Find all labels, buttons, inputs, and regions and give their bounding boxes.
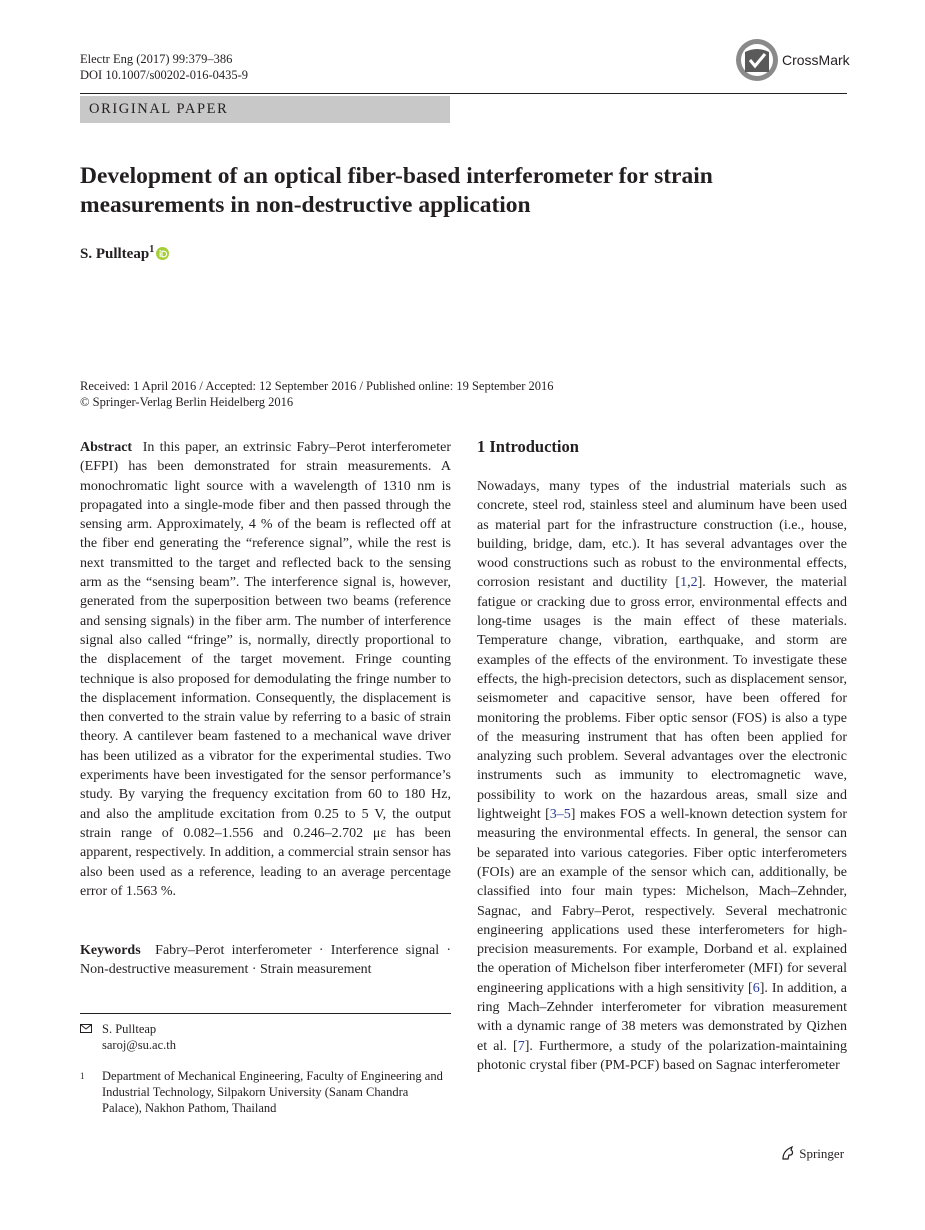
contact-email[interactable]: saroj@su.ac.th xyxy=(102,1038,176,1052)
publisher-logo xyxy=(780,1145,844,1162)
keywords xyxy=(80,941,451,980)
footnote-rule xyxy=(80,1013,451,1014)
title-line-2: measurements in non-destructive application xyxy=(80,192,531,218)
corresponding-author xyxy=(80,1021,176,1053)
publication-dates xyxy=(80,378,554,410)
intro-text-3: ] makes FOS a well-known detection system for measuring the environmental effects. In general, the sensor can be separated into various categories. Fiber optic interferometers (FOIs) are an example of the sensor which can, additionally, be classified into four main types: Michelson, Mach–Zehnder, Sagnac, and Fabry–Perot, respectively. Several mechatronic engineering applications used these interferometers for high-precision measurements. For example, Dorband et al. explained the operation of Michelson fiber interferometer (MFI) for several engineering applications with a high sensitivity [ xyxy=(477,807,847,996)
section-heading-introduction: 1 Introduction xyxy=(477,437,579,456)
orcid-icon[interactable] xyxy=(156,247,169,265)
publisher-name: Springer xyxy=(799,1146,845,1161)
introduction-body: Nowadays, many types of the industrial materials such as concrete, steel rod, stainless steel and aluminum have been used as material part for the infrastructure construction (i.e., house, building, bridge, dam, etc.). It has several advantages over the wood constructions such as robust to the environmental effects, corrosion resistant and ductility [1,2]. However, the material fatigue or cracking due to gross error, environmental effects and long-time usages is the main effect of these materials. Temperature change, vibration, earthquake, and storm are examples of the effects of the environment. To investigate these effects, the high-precision detectors, such as displacement sensor, seismometer and capacitive sensor, have been offered for monitoring the problems. Fiber optic sensor (FOS) is also a type of the measuring instrument that has often been applied for analyzing such problem. Several advantages over the electronic instruments such as immunity to electromagnetic wave, possibility to work on the hazardous areas, small size and lightweight [3–5] makes FOS a well-known detection system for measuring the environmental effects. In general, the sensor can be separated into various categories. Fiber optic interferometers (FOIs) are an example of the sensor which can, additionally, be classified into four main types: Michelson, Mach–Zehnder, Sagnac, and Fabry–Perot, respectively. Several mechatronic engineering applications used these interferometers for high-precision measurements. For example, Dorband et al. explained the operation of Michelson fiber interferometer (MFI) for several engineering applications with a high sensitivity [6]. In addition, a ring Mach–Zehnder interferometer for vibration measurement with a dynamic range of 38 meters was demonstrated by Qizhen et al. [7]. Furthermore, a study of the polarization-maintaining photonic crystal fiber (PM-PCF) based on Sagnac interferometer xyxy=(477,479,847,1073)
keywords-label: Keywords xyxy=(80,943,141,958)
paper-type-banner: ORIGINAL PAPER xyxy=(80,96,450,123)
citation-link[interactable]: 2 xyxy=(690,575,698,591)
intro-text-1: Nowadays, many types of the industrial materials such as concrete, steel rod, stainless steel and aluminum have been used as material part for the infrastructure construction (i.e., house, building, bridge, dam, etc.). It has several advantages over the wood constructions such as robust to the environmental effects, corrosion resistant and ductility [ xyxy=(477,479,847,591)
affiliation-text: Department of Mechanical Engineering, Faculty of Engineering and Industrial Technology, Silpakorn University (Sanam Chandra Palace), Nakhon Pathom, Thailand xyxy=(102,1069,443,1115)
affiliation-number: 1 xyxy=(80,1071,85,1081)
journal-citation: Electr Eng (2017) 99:379–386 xyxy=(80,52,233,66)
author-name[interactable]: S. Pullteap xyxy=(80,246,150,262)
springer-horse-icon xyxy=(780,1145,796,1161)
abstract-text: In this paper, an extrinsic Fabry–Perot interferometer (EFPI) has been demonstrated for strain measurements. A monochromatic light source with a wavelength of 1310 nm is propagated into a single-mode fiber and then passed through the sensing arm. Approximately, 4 % of the beam is reflected off at the fiber end generating the “reference signal”, while the rest is next transmitted to the target and reflected back to the sensing arm as the “sensing beam”. The interference signal is, however, generated from the superposition between two beams (reference and sensing signals) in the fiber arm. The number of interference signal also called “fringe” is, normally, directly proportional to the displacement of the target movement. Fringe counting technique is also proposed for demodulating the fringe number to the displacement information. Consequently, the displacement is then converted to the strain value by referring to a basic of strain theory. A cantilever beam fastened to a mechanical wave driver has been utilized as a vibrator for the experimental studies. Two experiments have been investigated for the sensor performance’s study. By varying the frequency excitation from 60 to 180 Hz, and also the amplitude excitation from 0.25 to 5 V, the output strain range of 0.082–1.556 and 0.246–2.702 με has been apparent, respectively. In addition, a commercial strain sensor has also been used as a reference, leading to an average percentage error of 1.563 %. xyxy=(80,440,452,899)
article-title xyxy=(80,162,847,220)
contact-name: S. Pullteap xyxy=(102,1022,157,1036)
affiliation xyxy=(80,1068,451,1116)
envelope-icon xyxy=(80,1021,102,1037)
header-rule xyxy=(80,93,847,94)
abstract xyxy=(80,438,451,901)
citation-link[interactable]: 7 xyxy=(517,1038,525,1054)
dates-line: Received: 1 April 2016 / Accepted: 12 September 2016 / Published online: 19 September 2016 xyxy=(80,379,554,393)
author-affiliation-mark: 1 xyxy=(149,244,155,255)
crossmark-badge[interactable] xyxy=(735,38,850,82)
abstract-label: Abstract xyxy=(80,440,133,455)
intro-text-2: ]. However, the material fatigue or cracking due to gross error, environmental effects and long-time usages is the main effect of these materials. Temperature change, vibration, earthquake, and storm are examples of the effects of the environment. To investigate these effects, the high-precision detectors, such as displacement sensor, seismometer and capacitive sensor, have been offered for monitoring the problems. Fiber optic sensor (FOS) is also a type of the measuring instrument that has often been applied for analyzing such problem. Several advantages over the electronic instruments such as immunity to electromagnetic wave, possibility to work on the hazardous areas, small size and lightweight [ xyxy=(477,575,847,823)
citation-link[interactable]: 3–5 xyxy=(549,807,571,823)
citation-link[interactable]: 6 xyxy=(752,980,760,996)
author-line xyxy=(80,244,169,265)
crossmark-label: CrossMark xyxy=(782,52,850,68)
crossmark-icon xyxy=(735,38,779,82)
journal-info xyxy=(80,51,248,83)
keywords-text: Fabry–Perot interferometer · Interference signal · Non-destructive measurement · Strain measurement xyxy=(80,943,451,978)
doi[interactable]: DOI 10.1007/s00202-016-0435-9 xyxy=(80,68,249,82)
citation-link[interactable]: 1 xyxy=(680,575,688,591)
title-line-1: Development of an optical fiber-based interferometer for strain xyxy=(80,163,713,189)
intro-text-4: ]. In addition, a ring Mach–Zehnder interferometer for vibration measurement with a dynamic range of 38 meters was demonstrated by Qizhen et al. [ xyxy=(477,980,847,1054)
intro-text-5: ]. Furthermore, a study of the polarization-maintaining photonic crystal fiber (PM-PCF) based on Sagnac interferometer xyxy=(477,1038,847,1073)
copyright-line: © Springer-Verlag Berlin Heidelberg 2016 xyxy=(80,395,294,409)
